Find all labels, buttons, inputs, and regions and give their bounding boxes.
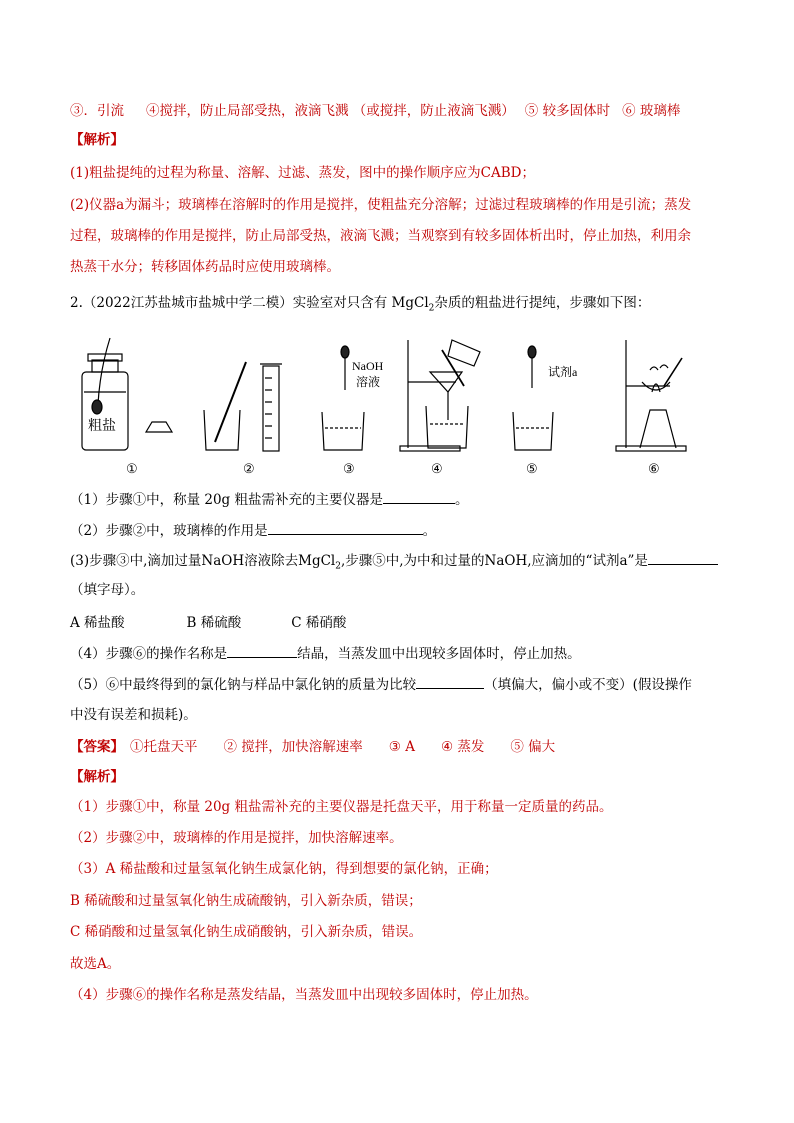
q2-sub3-cont: （填字母）。 — [70, 582, 145, 598]
analysis1-p2c: 热蒸干水分；转移固体药品时应使用玻璃棒。 — [70, 259, 340, 275]
option-a: A 稀盐酸 — [70, 615, 125, 631]
analysis2-l4: B 稀硫酸和过量氢氧化钠生成硫酸钠，引入新杂质，错误； — [70, 893, 422, 909]
naoh-label-2: 溶液 — [356, 375, 381, 389]
answer-label: 【答案】 — [70, 739, 124, 755]
step-label-4: ④ — [431, 461, 443, 476]
option-b: B 稀硫酸 — [186, 615, 242, 631]
q2-sub5-cont: 中没有误差和损耗)。 — [70, 707, 197, 723]
naoh-label: NaOH — [352, 359, 384, 373]
answer-3: ③．引流 — [70, 103, 124, 119]
weighing-object-icon — [146, 422, 172, 432]
answer-5: ⑤ 较多固体时 — [524, 103, 611, 119]
step-label-6: ⑥ — [648, 461, 660, 476]
analysis2-l2: （2）步骤②中，玻璃棒的作用是搅拌，加快溶解速率。 — [70, 830, 403, 846]
analysis2-l1: （1）步骤①中，称量 20g 粗盐需补充的主要仪器是托盘天平，用于称量一定质量的药品。 — [70, 799, 613, 815]
analysis2-l6: 故选A。 — [70, 956, 121, 972]
answer-blank-5[interactable] — [416, 674, 484, 689]
step-label-3: ③ — [343, 461, 355, 476]
option-c: C 稀硝酸 — [291, 615, 347, 631]
answer-blank-2[interactable] — [268, 520, 423, 535]
answer-blank-4[interactable] — [227, 643, 297, 658]
top-answers — [70, 101, 740, 121]
apparatus-drawing — [70, 330, 710, 480]
analysis1-p2a: (2)仪器a为漏斗；玻璃棒在溶解时的作用是搅拌，使粗盐充分溶解；过滤过程玻璃棒的作用是引流；蒸发 — [70, 197, 692, 213]
step-label-2: ② — [243, 461, 255, 476]
analysis1-p2b: 过程，玻璃棒的作用是搅拌，防止局部受热，液滴飞溅；当观察到有较多固体析出时，停止加热，利用余 — [70, 228, 691, 244]
options-row — [70, 613, 740, 633]
evaporation-stand-icon — [616, 340, 686, 451]
q2-sub4: （4）步骤⑥的操作名称是 结晶，当蒸发皿中出现较多固体时，停止加热。 — [70, 643, 740, 664]
analysis2-l3: （3）A 稀盐酸和过量氢氧化钠生成氯化钠，得到想要的氯化钠，正确； — [70, 861, 498, 877]
analysis2-l7: （4）步骤⑥的操作名称是蒸发结晶，当蒸发皿中出现较多固体时，停止加热。 — [70, 987, 538, 1003]
step-label-5: ⑤ — [526, 461, 538, 476]
analysis2-l5: C 稀硝酸和过量氢氧化钠生成硝酸钠，引入新杂质，错误。 — [70, 924, 423, 940]
q2-sub2: （2）步骤②中，玻璃棒的作用是 。 — [70, 520, 740, 541]
q2-sub1: （1）步骤①中，称量 20g 粗盐需补充的主要仪器是 。 — [70, 489, 740, 510]
answer-6: ⑥ 玻璃棒 — [622, 103, 681, 119]
experiment-figure — [70, 330, 710, 480]
analysis-heading-2: 【解析】 — [70, 769, 124, 785]
step-label-1: ① — [126, 461, 138, 476]
answer-blank-3[interactable] — [648, 550, 718, 565]
dropper-beaker-2-icon — [513, 346, 553, 450]
analysis-heading-1: 【解析】 — [70, 132, 124, 148]
q2-sub5: （5）⑥中最终得到的氯化钠与样品中氯化钠的质量为比较 （填偏大，偏小或不变）(假设操作 — [70, 674, 740, 695]
answer-4: ④搅拌，防止局部受热，液滴飞溅 （或搅拌，防止液滴飞溅） — [146, 103, 515, 119]
analysis1-p1: (1)粗盐提纯的过程为称量、溶解、过滤、蒸发，图中的操作顺序应为CABD； — [70, 165, 535, 181]
q2-sub3: (3)步骤③中,滴加过量NaOH溶液除去MgCl$_2$,步骤⑤中,为中和过量的NaOH,应滴加的“试剂a”是 — [70, 550, 740, 577]
answer-row-2: 【答案】 ①托盘天平 ② 搅拌，加快溶解速率 ③ A ④ 蒸发 ⑤ 偏大 — [70, 739, 556, 755]
answer-blank-1[interactable] — [383, 489, 455, 504]
question2-stem: 2.（2022江苏盐城市盐城中学二模）实验室对只含有 MgCl$_2$杂质的粗盐进行提纯，步骤如下图： — [70, 295, 651, 314]
bottle-label: 粗盐 — [88, 419, 116, 434]
filtration-stand-icon — [400, 340, 480, 451]
beaker-stir-icon — [204, 362, 282, 451]
reagent-a-label: 试剂a — [548, 365, 578, 379]
